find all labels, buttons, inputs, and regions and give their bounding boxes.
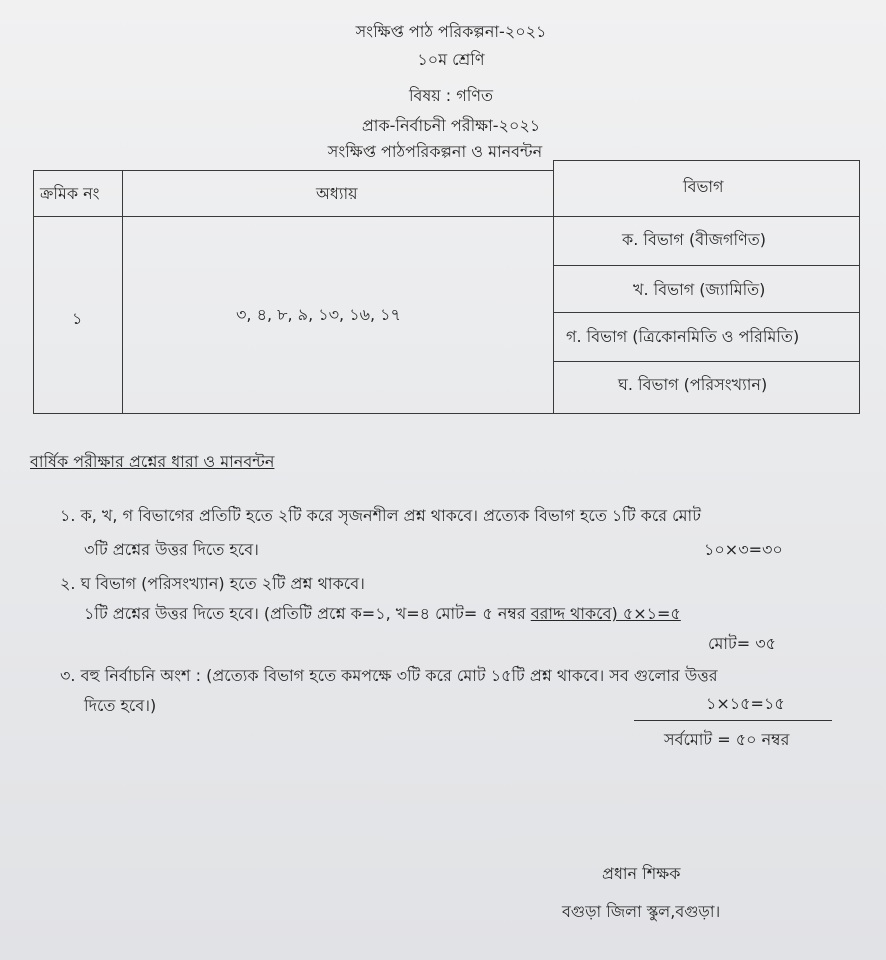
plan-subtitle: সংক্ষিপ্ত পাঠপরিকল্পনা ও মানবন্টন xyxy=(327,142,543,161)
item2-line2-underlined: বরাদ্দ থাকবে) ৫×১=৫ xyxy=(530,604,681,623)
item2-line2-text: ১টি প্রশ্নের উত্তর দিতে হবে। (প্রতিটি প্রশ্নে ক=১, খ=৪ মোট= ৫ নম্বর xyxy=(84,604,531,623)
table-border-top-left xyxy=(33,170,553,171)
total-rule xyxy=(634,720,832,721)
item3-line1: ৩. বহু নির্বাচনি অংশ : (প্রত্যেক বিভাগ হতে কমপক্ষে ৩টি করে মোট ১৫টি প্রশ্ন থাকবে। সব গুলোর উত্তর xyxy=(60,666,718,685)
item1-line2: ৩টি প্রশ্নের উত্তর দিতে হবে। xyxy=(84,540,259,559)
table-col-divider-2 xyxy=(553,160,554,414)
section-trigonometry: গ. বিভাগ (ত্রিকোনমিতি ও পরিমিতি) xyxy=(566,327,800,346)
chapter-list: ৩, ৪, ৮, ৯, ১৩, ১৬, ১৭ xyxy=(236,305,401,324)
table-row-divider-3 xyxy=(553,361,860,362)
marks-section-title: বার্ষিক পরীক্ষার প্রশ্নের ধারা ও মানবন্টন xyxy=(30,452,275,471)
table-border-bottom xyxy=(33,413,860,414)
item2-subtotal: মোট= ৩৫ xyxy=(708,634,777,653)
table-col-divider-1 xyxy=(122,170,123,414)
table-row-divider-1 xyxy=(553,265,860,266)
section-algebra: ক. বিভাগ (বীজগণিত) xyxy=(622,230,767,249)
table-header-divider xyxy=(33,216,860,217)
item2-line2 xyxy=(84,604,681,624)
header-serial: ক্রমিক নং xyxy=(40,184,100,203)
item1-line1: ১. ক, খ, গ বিভাগের প্রতিটি হতে ২টি করে সৃজনশীল প্রশ্ন থাকবে। প্রত্যেক বিভাগ হতে ১টি করে মোট xyxy=(60,506,701,525)
plan-title: সংক্ষিপ্ত পাঠ পরিকল্পনা-২০২১ xyxy=(355,22,547,41)
header-chapter: অধ্যায় xyxy=(316,184,358,203)
class-label: ১০ম শ্রেণি xyxy=(417,50,485,69)
signature-title: প্রধান শিক্ষক xyxy=(602,864,681,883)
item2-line1: ২. ঘ বিভাগ (পরিসংখ্যান) হতে ২টি প্রশ্ন থাকবে। xyxy=(60,574,365,593)
section-geometry: খ. বিভাগ (জ্যামিতি) xyxy=(633,280,766,299)
subject-label: বিষয় : গণিত xyxy=(408,86,494,105)
serial-value: ১ xyxy=(72,309,83,328)
table-border-top-right xyxy=(553,160,860,161)
header-section: বিভাগ xyxy=(683,177,724,196)
exam-title: প্রাক-নির্বাচনী পরীক্ষা-২০২১ xyxy=(361,116,541,135)
signature-school: বগুড়া জিলা স্কুল,বগুড়া। xyxy=(562,902,721,921)
table-border-right xyxy=(859,160,860,414)
item1-calc: ১০×৩=৩০ xyxy=(704,540,783,559)
table-row-divider-2 xyxy=(553,312,860,313)
section-statistics: ঘ. বিভাগ (পরিসংখ্যান) xyxy=(618,375,768,394)
table-border-left xyxy=(33,170,34,414)
grand-total: সর্বমোট = ৫০ নম্বর xyxy=(664,730,790,749)
item3-line2: দিতে হবে।) xyxy=(84,696,157,715)
item3-calc: ১×১৫=১৫ xyxy=(706,694,785,713)
